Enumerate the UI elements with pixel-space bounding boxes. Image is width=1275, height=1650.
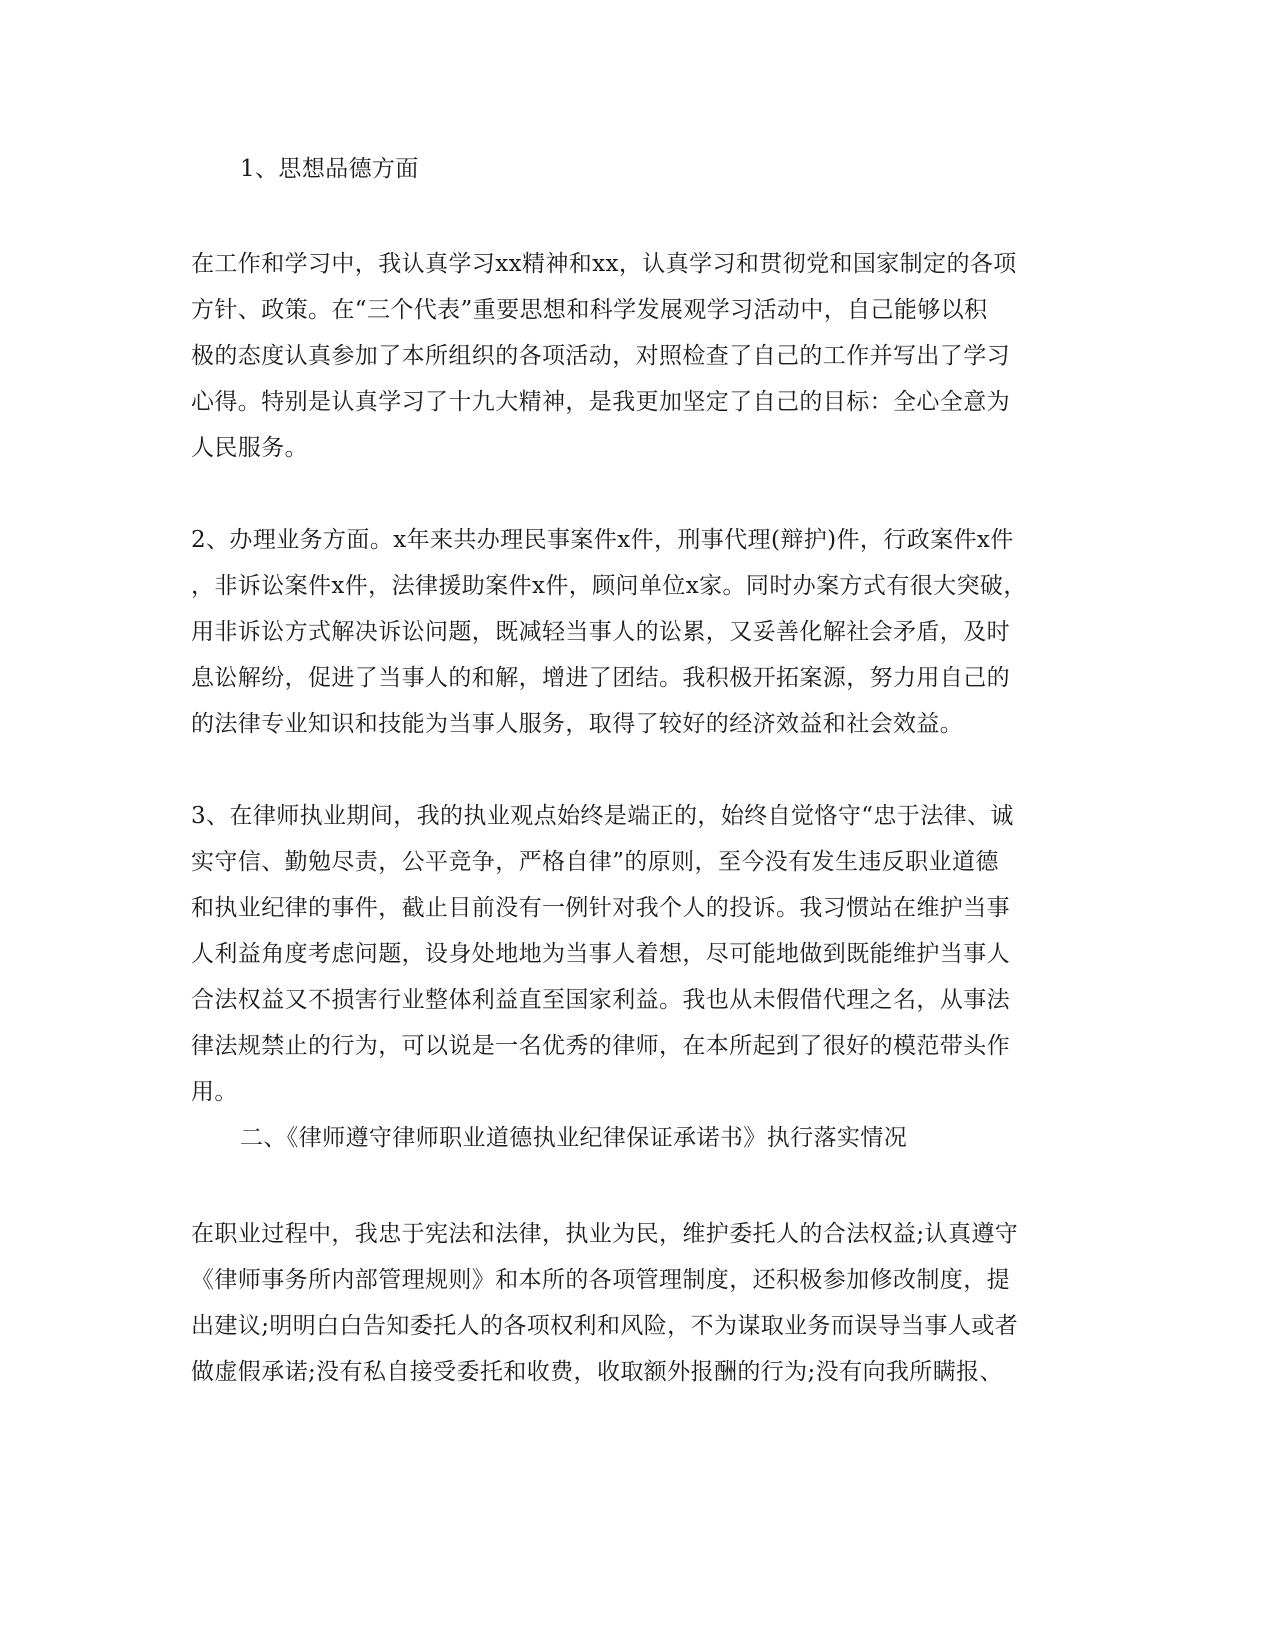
- text-line: 心得。特别是认真学习了十九大精神，是我更加坚定了自己的目标：全心全意为: [191, 389, 1010, 415]
- text-line: 人民服务。: [191, 435, 308, 461]
- text-line: 2、办理业务方面。x年来共办理民事案件x件，刑事代理(辩护)件，行政案件x件: [191, 527, 1014, 553]
- text-line: 在工作和学习中，我认真学习xx精神和xx，认真学习和贯彻党和国家制定的各项: [191, 251, 1017, 277]
- text-line: 在职业过程中，我忠于宪法和法律，执业为民，维护委托人的合法权益;认真遵守: [191, 1221, 1019, 1247]
- text-line: 人利益角度考虑问题，设身处地地为当事人着想，尽可能地做到既能维护当事人: [191, 941, 1010, 967]
- text-line: 用非诉讼方式解决诉讼问题，既减轻当事人的讼累，又妥善化解社会矛盾，及时: [191, 619, 1010, 645]
- text-line: 的法律专业知识和技能为当事人服务，取得了较好的经济效益和社会效益。: [191, 711, 964, 737]
- text-line: 3、在律师执业期间，我的执业观点始终是端正的，始终自觉恪守“忠于法律、诚: [191, 803, 1014, 829]
- text-line: 极的态度认真参加了本所组织的各项活动，对照检查了自己的工作并写出了学习: [191, 343, 1010, 369]
- section1-heading: 1、思想品德方面: [240, 156, 419, 182]
- text-line: 做虚假承诺;没有私自接受委托和收费，收取额外报酬的行为;没有向我所瞒报、: [191, 1359, 1003, 1385]
- text-line: 和执业纪律的事件，截止目前没有一例针对我个人的投诉。我习惯站在维护当事: [191, 895, 1010, 921]
- text-line: 合法权益又不损害行业整体利益直至国家利益。我也从未假借代理之名，从事法: [191, 987, 1010, 1013]
- text-line: ，非诉讼案件x件，法律援助案件x件，顾问单位x家。同时办案方式有很大突破，: [191, 573, 1027, 599]
- section2-heading: 二、《律师遵守律师职业道德执业纪律保证承诺书》执行落实情况: [240, 1125, 908, 1151]
- text-line: 出建议;明明白白告知委托人的各项权利和风险，不为谋取业务而误导当事人或者: [191, 1313, 1019, 1339]
- text-line: 律法规禁止的行为，可以说是一名优秀的律师，在本所起到了很好的模范带头作: [191, 1033, 1010, 1059]
- text-line: 实守信、勤勉尽责，公平竞争，严格自律”的原则，至今没有发生违反职业道德: [191, 849, 999, 875]
- text-line: 息讼解纷，促进了当事人的和解，增进了团结。我积极开拓案源，努力用自己的: [191, 665, 1010, 691]
- text-line: 方针、政策。在“三个代表”重要思想和科学发展观学习活动中，自己能够以积: [191, 297, 988, 323]
- text-line: 用。: [191, 1079, 238, 1105]
- text-line: 《律师事务所内部管理规则》和本所的各项管理制度，还积极参加修改制度，提: [191, 1267, 1010, 1293]
